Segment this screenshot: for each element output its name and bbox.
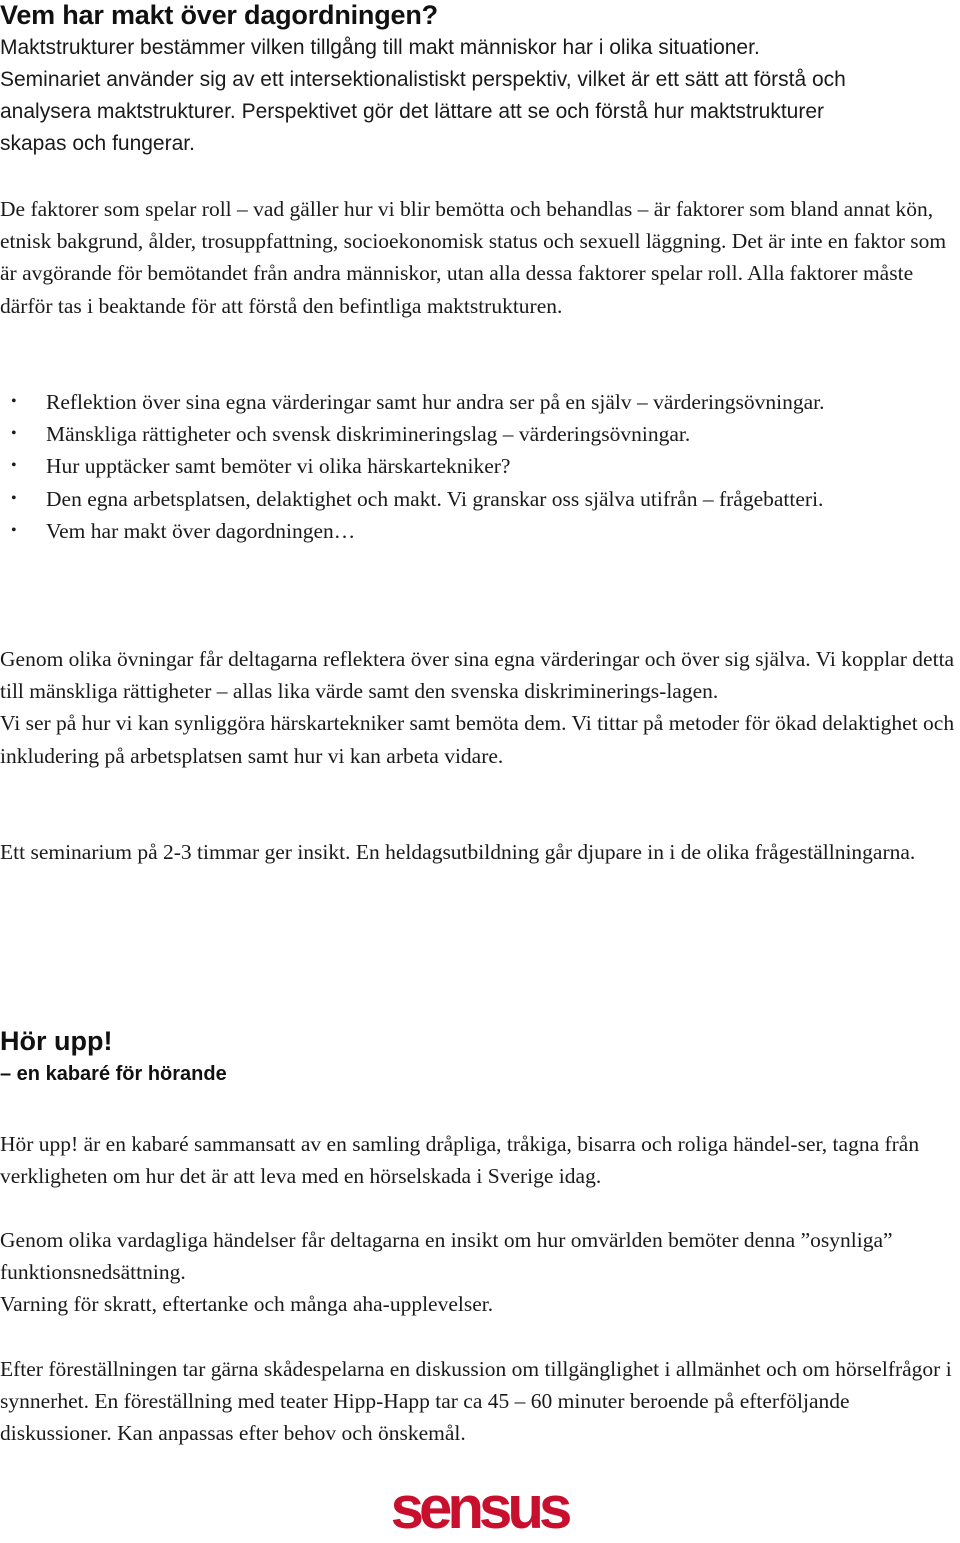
bullet-icon: • [11,393,17,410]
list-item: • Vem har makt över dagordningen… [0,515,960,547]
list-item: • Hur upptäcker samt bemöter vi olika härskartekniker? [0,450,960,482]
list-item: • Mänskliga rättigheter och svensk diskrimineringslag – värderingsövningar. [0,418,960,450]
bullet-icon: • [11,489,17,507]
kabare-text-2b: Varning för skratt, eftertanke och många aha-upplevelser. [0,1292,494,1317]
kabare-paragraph-2 [0,1224,960,1321]
sensus-logo-graphic [372,1482,586,1534]
intro-line-1: Maktstrukturer bestämmer vilken tillgång till makt människor har i olika situationer. [0,36,760,59]
bullet-icon: • [11,457,17,475]
sensus-logo [372,1482,586,1534]
list-item: • Den egna arbetsplatsen, delaktighet och makt. Vi granskar oss själva utifrån – frågebatteri. [0,483,960,515]
bullet-icon: • [11,521,17,539]
intro-line-3: analysera maktstrukturer. Perspektivet gör det lättare att se och förstå hur maktstrukturer [0,100,825,123]
list-item: • Reflektion över sina egna värderingar samt hur andra ser på en själv – värderingsövningar. [0,386,960,418]
bullet-icon: • [11,425,17,443]
intro-line-4: skapas och fungerar. [0,132,195,155]
section-title-hor-upp: Hör upp! [0,1026,113,1056]
exercises-text-1: Genom olika övningar får deltagarna reflektera över sina egna värderingar och över sig själva. Vi kopplar detta till mänskliga rättigheter – allas lika värde samt den svenska diskriminerings-lagen. [0,647,955,704]
factors-paragraph [0,193,960,322]
topic-list [0,386,960,547]
duration-paragraph [0,836,960,868]
kabare-text-1: Hör upp! är en kabaré sammansatt av en samling dråpliga, tråkiga, bisarra och roliga händel-ser, tagna från verkligheten om hur det är att leva med en hörselskada i Sverige idag. [0,1132,920,1189]
kabare-text-2a: Genom olika vardagliga händelser får deltagarna en insikt om hur omvärlden bemöter denna ”osynliga” funktionsnedsättning. [0,1228,893,1285]
sensus-logo-wordmark: sensus [390,1482,568,1534]
section-title-dagordningen: Vem har makt över dagordningen? [0,0,438,30]
kabare-text-3: Efter föreställningen tar gärna skådespelarna en diskussion om tillgänglighet i allmänhet och om hörselfrågor i synnerhet. En föreställning med teater Hipp-Happ tar ca 45 – 60 minuter beroende på efterföljande diskussioner. Kan anpassas efter behov och önskemål. [0,1357,952,1446]
section-subtitle-kabare: – en kabaré för hörande [0,1063,227,1085]
exercises-paragraph [0,643,960,772]
duration-text: Ett seminarium på 2-3 timmar ger insikt. En heldagsutbildning går djupare in i de olika frågeställningarna. [0,840,916,864]
kabare-paragraph-3 [0,1353,960,1450]
exercises-text-2: Vi ser på hur vi kan synliggöra härskartekniker samt bemöta dem. Vi tittar på metoder för ökad delaktighet och inkludering på arbetsplatsen samt hur vi kan arbeta vidare. [0,711,955,768]
kabare-paragraph-1 [0,1128,960,1192]
intro-line-2: Seminariet använder sig av ett intersektionalistiskt perspektiv, vilket är ett sätt att förstå och [0,68,846,91]
factors-text: De faktorer som spelar roll – vad gäller hur vi blir bemötta och behandlas – är faktorer som bland annat kön, etnisk bakgrund, ålder, trosuppfattning, socioekonomisk status och sexuell läggning. Det är inte en faktor som är avgörande för bemötandet från andra människor, utan alla dessa faktorer spelar roll. Alla faktorer måste därför tas i beaktande för att förstå den befintliga maktstrukturen. [0,197,947,318]
